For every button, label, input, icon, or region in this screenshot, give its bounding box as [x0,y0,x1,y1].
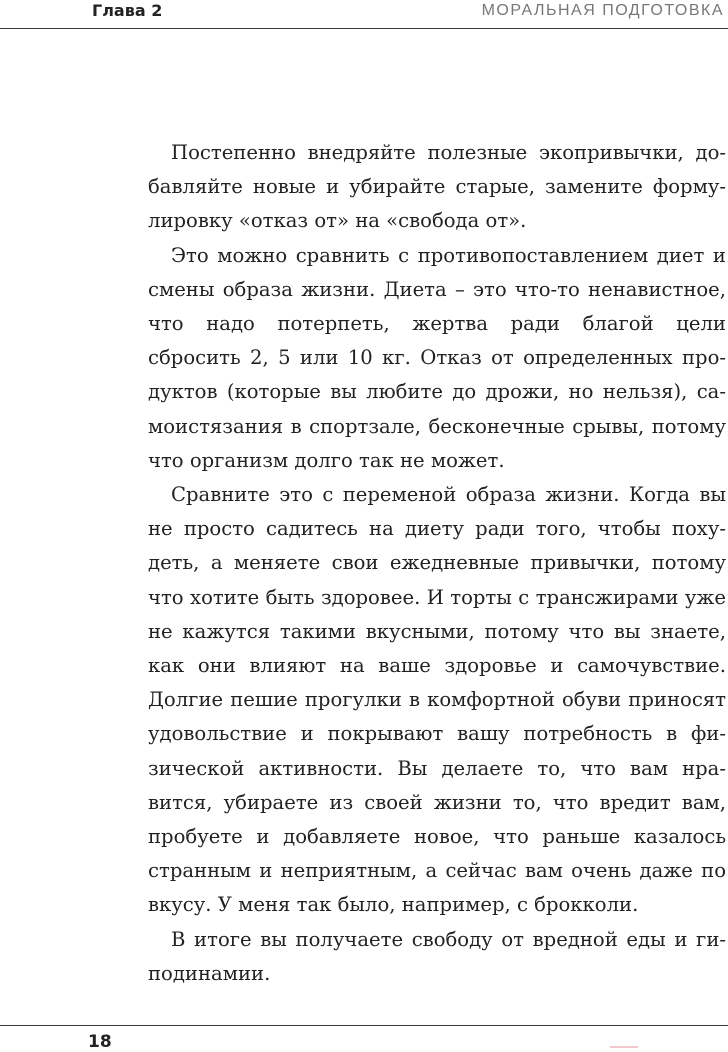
paragraph: В итоге вы получаете свободу от вредной еды и гиподинамии. [148,927,726,985]
corner-mark [610,1046,638,1048]
footer-rule [0,1025,728,1026]
section-title: МОРАЛЬНАЯ ПОДГОТОВКА [481,2,724,19]
running-head [0,0,728,29]
page-number: 18 [88,1032,112,1052]
paragraph: Это можно сравнить с противопоставлением диет и смены образа жизни. Диета – это что-то ненавистное, что надо потерпеть, жертва ради благой цели сбросить 2, 5 или 10 кг. Отказ от определенных продуктов (которые вы любите до дрожи, но нельзя), самоистязания в спортзале, бесконечные срывы, потому что организм долго так не может. [148,243,726,472]
chapter-label: Глава 2 [92,1,163,20]
paragraph: Постепенно внедряйте полезные экопривычки, добавляйте новые и убирайте старые, замените формулировку «отказ от» на «свобода от». [148,141,726,233]
paragraph: Сравните это с переменой образа жизни. Когда вы не просто садитесь на диету ради того, чтобы похудеть, а меняете свои ежедневные привычки, потому что хотите быть здоровее. И торты с трансжирами уже не кажутся такими вкусными, потому что вы знаете, как они влияют на ваше здоровье и самочувствие. Долгие пешие прогулки в комфортной обуви приносят удовольствие и покрывают вашу потребность в физической активности. Вы делаете то, что вам нравится, убираете из своей жизни то, что вредит вам, пробуете и добавляете новое, что раньше казалось странным и неприятным, а сейчас вам очень даже по вкусу. У меня так было, например, с брокколи. [148,483,726,917]
body-text [148,136,726,991]
